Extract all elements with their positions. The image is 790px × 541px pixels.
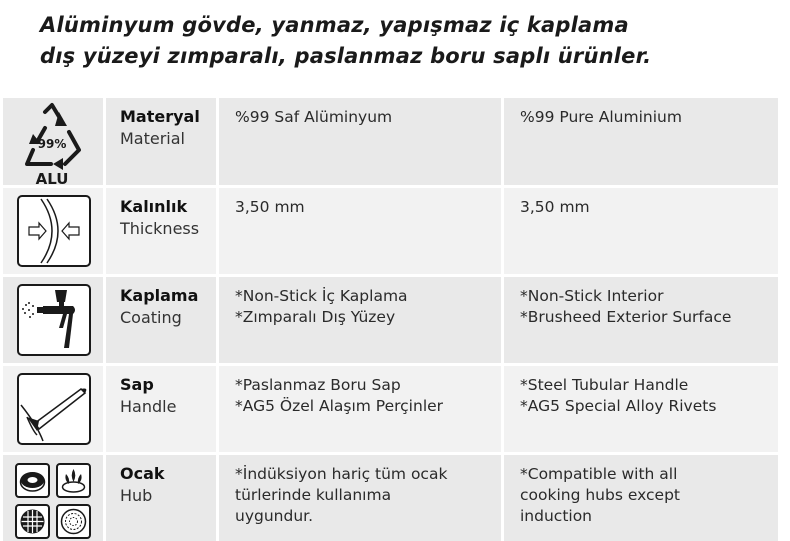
halogen-hob-icon	[56, 504, 91, 539]
value-en: *Non-Stick Interior *Brusheed Exterior Surface	[520, 287, 732, 326]
label-cell	[106, 98, 216, 185]
icon-cell	[3, 188, 103, 274]
icon-cell	[3, 98, 103, 188]
electric-hob-icon	[15, 463, 50, 498]
value-en-cell	[504, 277, 778, 363]
headline-line-2: dış yüzeyi zımparalı, paslanmaz boru saplı ürünler.	[40, 44, 652, 68]
thickness-icon	[17, 195, 91, 267]
value-tr: *İndüksiyon hariç tüm ocak türlerinde kullanıma uygundur.	[235, 465, 448, 525]
recycle-percent-text: 99%	[37, 137, 67, 151]
value-en: *Compatible with all cooking hubs except induction	[520, 465, 680, 525]
value-tr-cell	[219, 188, 501, 274]
icon-cell	[3, 277, 103, 363]
recycle-aluminium-icon	[19, 102, 85, 188]
value-en: *Steel Tubular Handle *AG5 Special Alloy Rivets	[520, 376, 717, 415]
label-cell	[106, 455, 216, 541]
spec-row-coating	[3, 277, 778, 363]
label-tr: Sap	[120, 375, 154, 394]
label-tr: Kalınlık	[120, 197, 188, 216]
spec-row-handle	[3, 366, 778, 452]
spec-row-material	[3, 98, 778, 188]
headline-line-1: Alüminyum gövde, yanmaz, yapışmaz iç kaplama	[40, 13, 629, 37]
value-tr: 3,50 mm	[235, 198, 305, 216]
label-cell	[106, 366, 216, 452]
headline	[40, 10, 780, 72]
label-tr: Ocak	[120, 464, 165, 483]
label-en: Coating	[120, 308, 182, 327]
label-cell	[106, 277, 216, 363]
value-tr-cell	[219, 98, 501, 185]
ceramic-hob-icon	[15, 504, 50, 539]
label-tr: Kaplama	[120, 286, 199, 305]
pan-handle-icon	[17, 373, 91, 445]
label-en: Handle	[120, 397, 177, 416]
value-en-cell	[504, 366, 778, 452]
value-en-cell	[504, 188, 778, 274]
value-tr: %99 Saf Alüminyum	[235, 108, 393, 126]
value-en: 3,50 mm	[520, 198, 590, 216]
value-tr-cell	[219, 366, 501, 452]
hob-types-icon	[15, 463, 93, 539]
value-tr-cell	[219, 277, 501, 363]
spec-row-thickness	[3, 188, 778, 274]
icon-cell	[3, 366, 103, 452]
label-en: Thickness	[120, 219, 200, 238]
spec-row-hub	[3, 455, 778, 541]
gas-hob-icon	[56, 463, 91, 498]
value-tr-cell	[219, 455, 501, 541]
value-en-cell	[504, 98, 778, 185]
label-en: Hub	[120, 486, 153, 505]
recycle-alu-text: ALU	[35, 170, 69, 188]
label-en: Material	[120, 129, 185, 148]
value-en: %99 Pure Aluminium	[520, 108, 682, 126]
label-cell	[106, 188, 216, 274]
value-tr: *Non-Stick İç Kaplama *Zımparalı Dış Yüzey	[235, 287, 408, 326]
value-tr: *Paslanmaz Boru Sap *AG5 Özel Alaşım Perçinler	[235, 376, 444, 415]
icon-cell	[3, 455, 103, 541]
label-tr: Materyal	[120, 107, 200, 126]
spray-gun-icon	[17, 284, 91, 356]
value-en-cell	[504, 455, 778, 541]
